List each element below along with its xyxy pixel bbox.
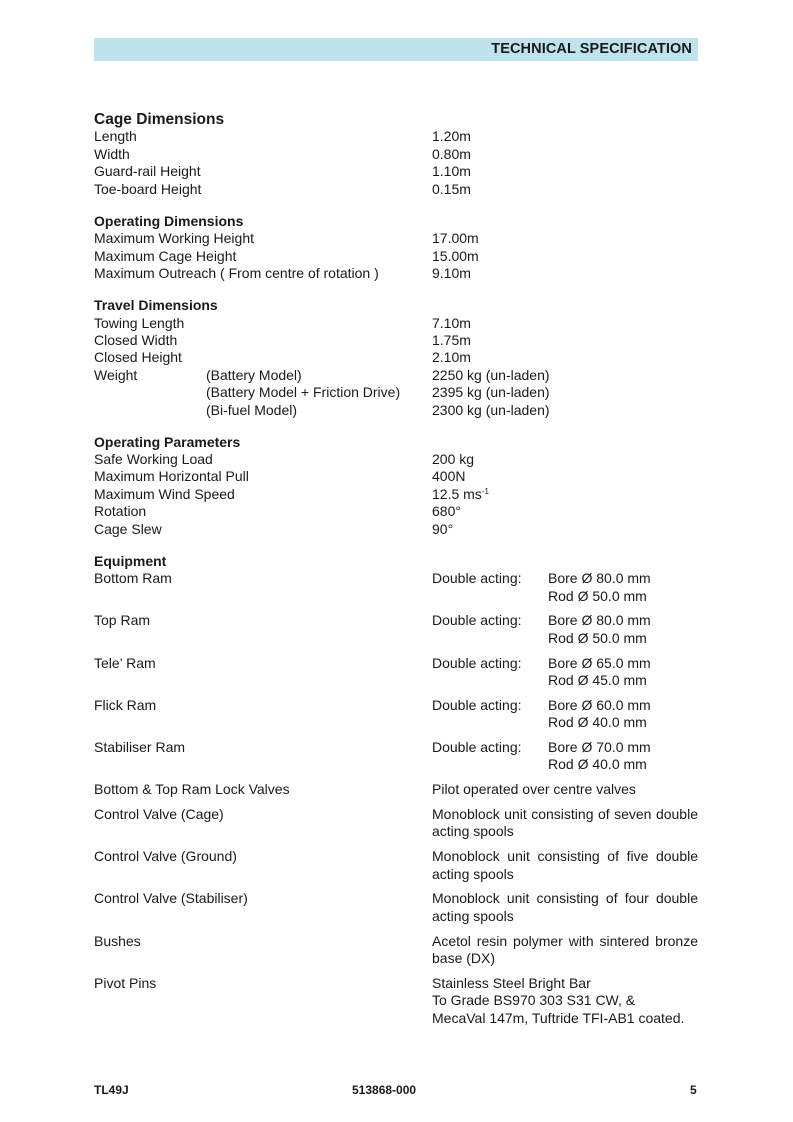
ram-rod: Rod Ø 40.0 mm [548,714,647,731]
section-cage-dimensions [94,111,698,198]
section-operating-parameters [94,434,698,538]
section-title: Cage Dimensions [94,111,225,128]
ram-type: Double acting: [432,696,522,713]
equipment-item [94,781,698,806]
ram-row [94,612,698,654]
equipment-desc [432,975,698,1027]
equipment-label: Control Valve (Cage) [94,806,224,822]
spec-value: 400N [432,468,466,485]
spec-row [94,230,698,247]
weight-value: 2300 kg (un-laden) [432,401,550,418]
weight-value: 2395 kg (un-laden) [432,384,550,401]
spec-row [94,265,698,282]
page-title: TECHNICAL SPECIFICATION [491,41,692,57]
spec-value: 1.75m [432,331,471,348]
ram-type: Double acting: [432,739,522,755]
spec-row [94,332,698,349]
ram-row [94,739,698,781]
equipment-label: Bottom & Top Ram Lock Valves [94,781,290,797]
spec-row [94,163,698,180]
section-title: Equipment [94,552,167,569]
spec-value: 200 kg [432,451,475,468]
pivot-line: Stainless Steel Bright Bar [432,974,591,991]
spec-value: 0.15m [432,180,471,197]
equipment-item [94,806,698,848]
ram-label: Stabiliser Ram [94,739,186,755]
equipment-desc: Pilot operated over centre valves [432,781,636,797]
spec-label: Toe-board Height [94,180,202,197]
pivot-line: To Grade BS970 303 S31 CW, & [432,992,636,1009]
section-equipment [94,553,698,1027]
ram-row [94,655,698,697]
section-operating-dimensions [94,213,698,283]
spec-label: Guard-rail Height [94,163,201,180]
spec-value: 90° [432,520,454,537]
ram-bore: Bore Ø 80.0 mm [548,612,651,629]
ram-bore: Bore Ø 60.0 mm [548,696,651,713]
spec-label: Maximum Outreach ( From centre of rotation ) [94,264,379,281]
section-title: Travel Dimensions [94,297,218,314]
header-bar [94,38,698,61]
spec-label: Safe Working Load [94,451,213,468]
equipment-item [94,975,698,1027]
spec-label: Maximum Wind Speed [94,485,235,502]
ram-rod: Rod Ø 45.0 mm [548,672,647,689]
spec-row [94,349,698,366]
ram-rod: Rod Ø 50.0 mm [548,629,647,646]
weight-row [94,402,698,419]
spec-label: Maximum Horizontal Pull [94,468,249,485]
spec-row [94,128,698,145]
spec-label: Width [94,145,130,162]
weight-label: Weight [94,366,138,383]
spec-row [94,468,698,485]
section-travel-dimensions [94,297,698,419]
ram-bore: Bore Ø 70.0 mm [548,739,651,755]
spec-value: 17.00m [432,230,479,247]
section-title: Operating Parameters [94,433,241,450]
weight-model: (Battery Model) [206,366,302,383]
equipment-item [94,890,698,932]
spec-row [94,521,698,538]
spec-value: 0.80m [432,145,471,162]
spec-value [432,486,489,503]
equipment-desc: Acetol resin polymer with sintered bronze base (DX) [432,932,698,966]
equipment-label: Control Valve (Stabiliser) [94,890,248,907]
spec-label: Rotation [94,503,147,520]
spec-row [94,315,698,332]
spec-label: Closed Width [94,331,178,348]
spec-label: Length [94,128,137,145]
weight-value: 2250 kg (un-laden) [432,366,550,383]
spec-row [94,248,698,265]
ram-label: Bottom Ram [94,570,172,587]
spec-value: 15.00m [432,247,479,264]
spec-value: 1.10m [432,163,471,180]
ram-type: Double acting: [432,654,522,671]
footer-part-number: 513868-000 [352,1083,417,1097]
spec-value: 680° [432,503,461,520]
ram-type: Double acting: [432,612,522,629]
equipment-desc: Monoblock unit consisting of five double acting spools [432,848,698,882]
spec-row [94,503,698,520]
spec-value: 7.10m [432,314,471,331]
equipment-label: Pivot Pins [94,974,157,991]
ram-label: Tele’ Ram [94,654,156,671]
weight-row [94,367,698,384]
ram-label: Flick Ram [94,696,157,713]
spec-row [94,181,698,198]
spec-row [94,451,698,468]
equipment-label: Bushes [94,932,141,949]
spec-label: Maximum Working Height [94,230,255,247]
wind-speed-value: 12.5 ms [432,485,482,502]
pivot-line: MecaVal 147m, Tuftride TFI-AB1 coated. [432,1009,685,1026]
spec-label: Towing Length [94,314,185,331]
ram-type: Double acting: [432,570,522,587]
ram-row [94,697,698,739]
weight-row [94,384,698,401]
weight-model: (Battery Model + Friction Drive) [206,384,401,401]
spec-label: Closed Height [94,349,182,366]
ram-row [94,570,698,612]
ram-rod: Rod Ø 40.0 mm [548,756,647,773]
ram-bore: Bore Ø 80.0 mm [548,570,651,587]
spec-label: Cage Slew [94,520,162,537]
equipment-item [94,848,698,890]
wind-speed-exponent: -1 [481,486,489,496]
spec-row [94,486,698,503]
spec-label: Maximum Cage Height [94,247,237,264]
ram-rod: Rod Ø 50.0 mm [548,587,647,604]
footer-page-number: 5 [690,1083,697,1097]
footer-model: TL49J [94,1083,129,1097]
weight-model: (Bi-fuel Model) [206,401,298,418]
equipment-item [94,933,698,975]
section-title: Operating Dimensions [94,212,244,229]
spec-row [94,146,698,163]
spec-content [94,111,698,1027]
spec-value: 9.10m [432,264,471,281]
equipment-desc: Monoblock unit consisting of four double acting spools [432,890,698,924]
equipment-desc: Monoblock unit consisting of seven double acting spools [432,806,698,840]
spec-value: 1.20m [432,128,471,145]
spec-value: 2.10m [432,349,471,366]
ram-bore: Bore Ø 65.0 mm [548,654,651,671]
ram-label: Top Ram [94,612,151,629]
equipment-label: Control Valve (Ground) [94,848,237,865]
